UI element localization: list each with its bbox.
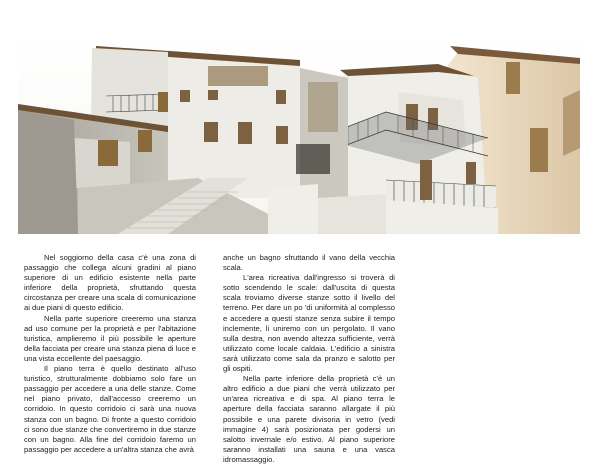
- paragraph: Nella parte superiore creeremo una stanza ad uso comune per la proprietà e per l'abitazione turistica, amplieremo il più possibile le aperture della facciata per creare una stanza piena di luce e una vista eccellente del paesaggio.: [24, 313, 196, 363]
- building-render-image: [18, 38, 580, 234]
- text-column-right: [223, 253, 395, 465]
- paragraph: L'area ricreativa dall'ingresso si troverà di sotto scendendo le scale: dall'uscita di questa scala troviamo diverse stanze sotto il livello del terreno. Per dare un po 'di uniformità al complesso e accedere a questi stanze senza subire il tempo inclemente, li uniremo con un pergolato. Il vano sulla destra, non avendo altezza sufficiente, verrà utilizzato come locale caldaia. L'edificio a sinistra sarà utilizzato come sala da pranzo e salotto per gli ospiti.: [223, 273, 395, 374]
- paragraph: Nel soggiorno della casa c'è una zona di passaggio che collega alcuni gradini al piano superiore di un edificio esistente nella parte inferiore della proprietà, sfruttando questa circostanza per creare una scala di comunicazione ai due piani di questo edificio.: [24, 253, 196, 313]
- text-column-left: [24, 253, 196, 455]
- paragraph: Nella parte inferiore della proprietà c'è un altro edificio a due piani che verrà utilizzato per un'area ricreativa e di spa. Al piano terra le aperture della facciata saranno allargate il più possibile e una parete divisoria in vetro (vedi immagine 4) sarà posizionata per godersi un salotto invernale e/o estivo. Al piano superiore saranno installati una sauna e una vasca idromassaggio.: [223, 374, 395, 464]
- paragraph-continuation: anche un bagno sfruttando il vano della vecchia scala.: [223, 253, 395, 273]
- paragraph: Il piano terra è quello destinato all'uso turistico, strutturalmente dobbiamo solo fare un passaggio per accedere a una delle stanze. Come nel piano privato, dall'accesso creeremo un corridoio. In questo corridoio ci sarà una nuova stanza con un bagno. Di fronte a questo corridoio ci sono due stanze che convertiremo in due stanze con un bagno. Alla fine del corridoio faremo un passaggio per accedere a un'altra stanza che avrà: [24, 364, 196, 454]
